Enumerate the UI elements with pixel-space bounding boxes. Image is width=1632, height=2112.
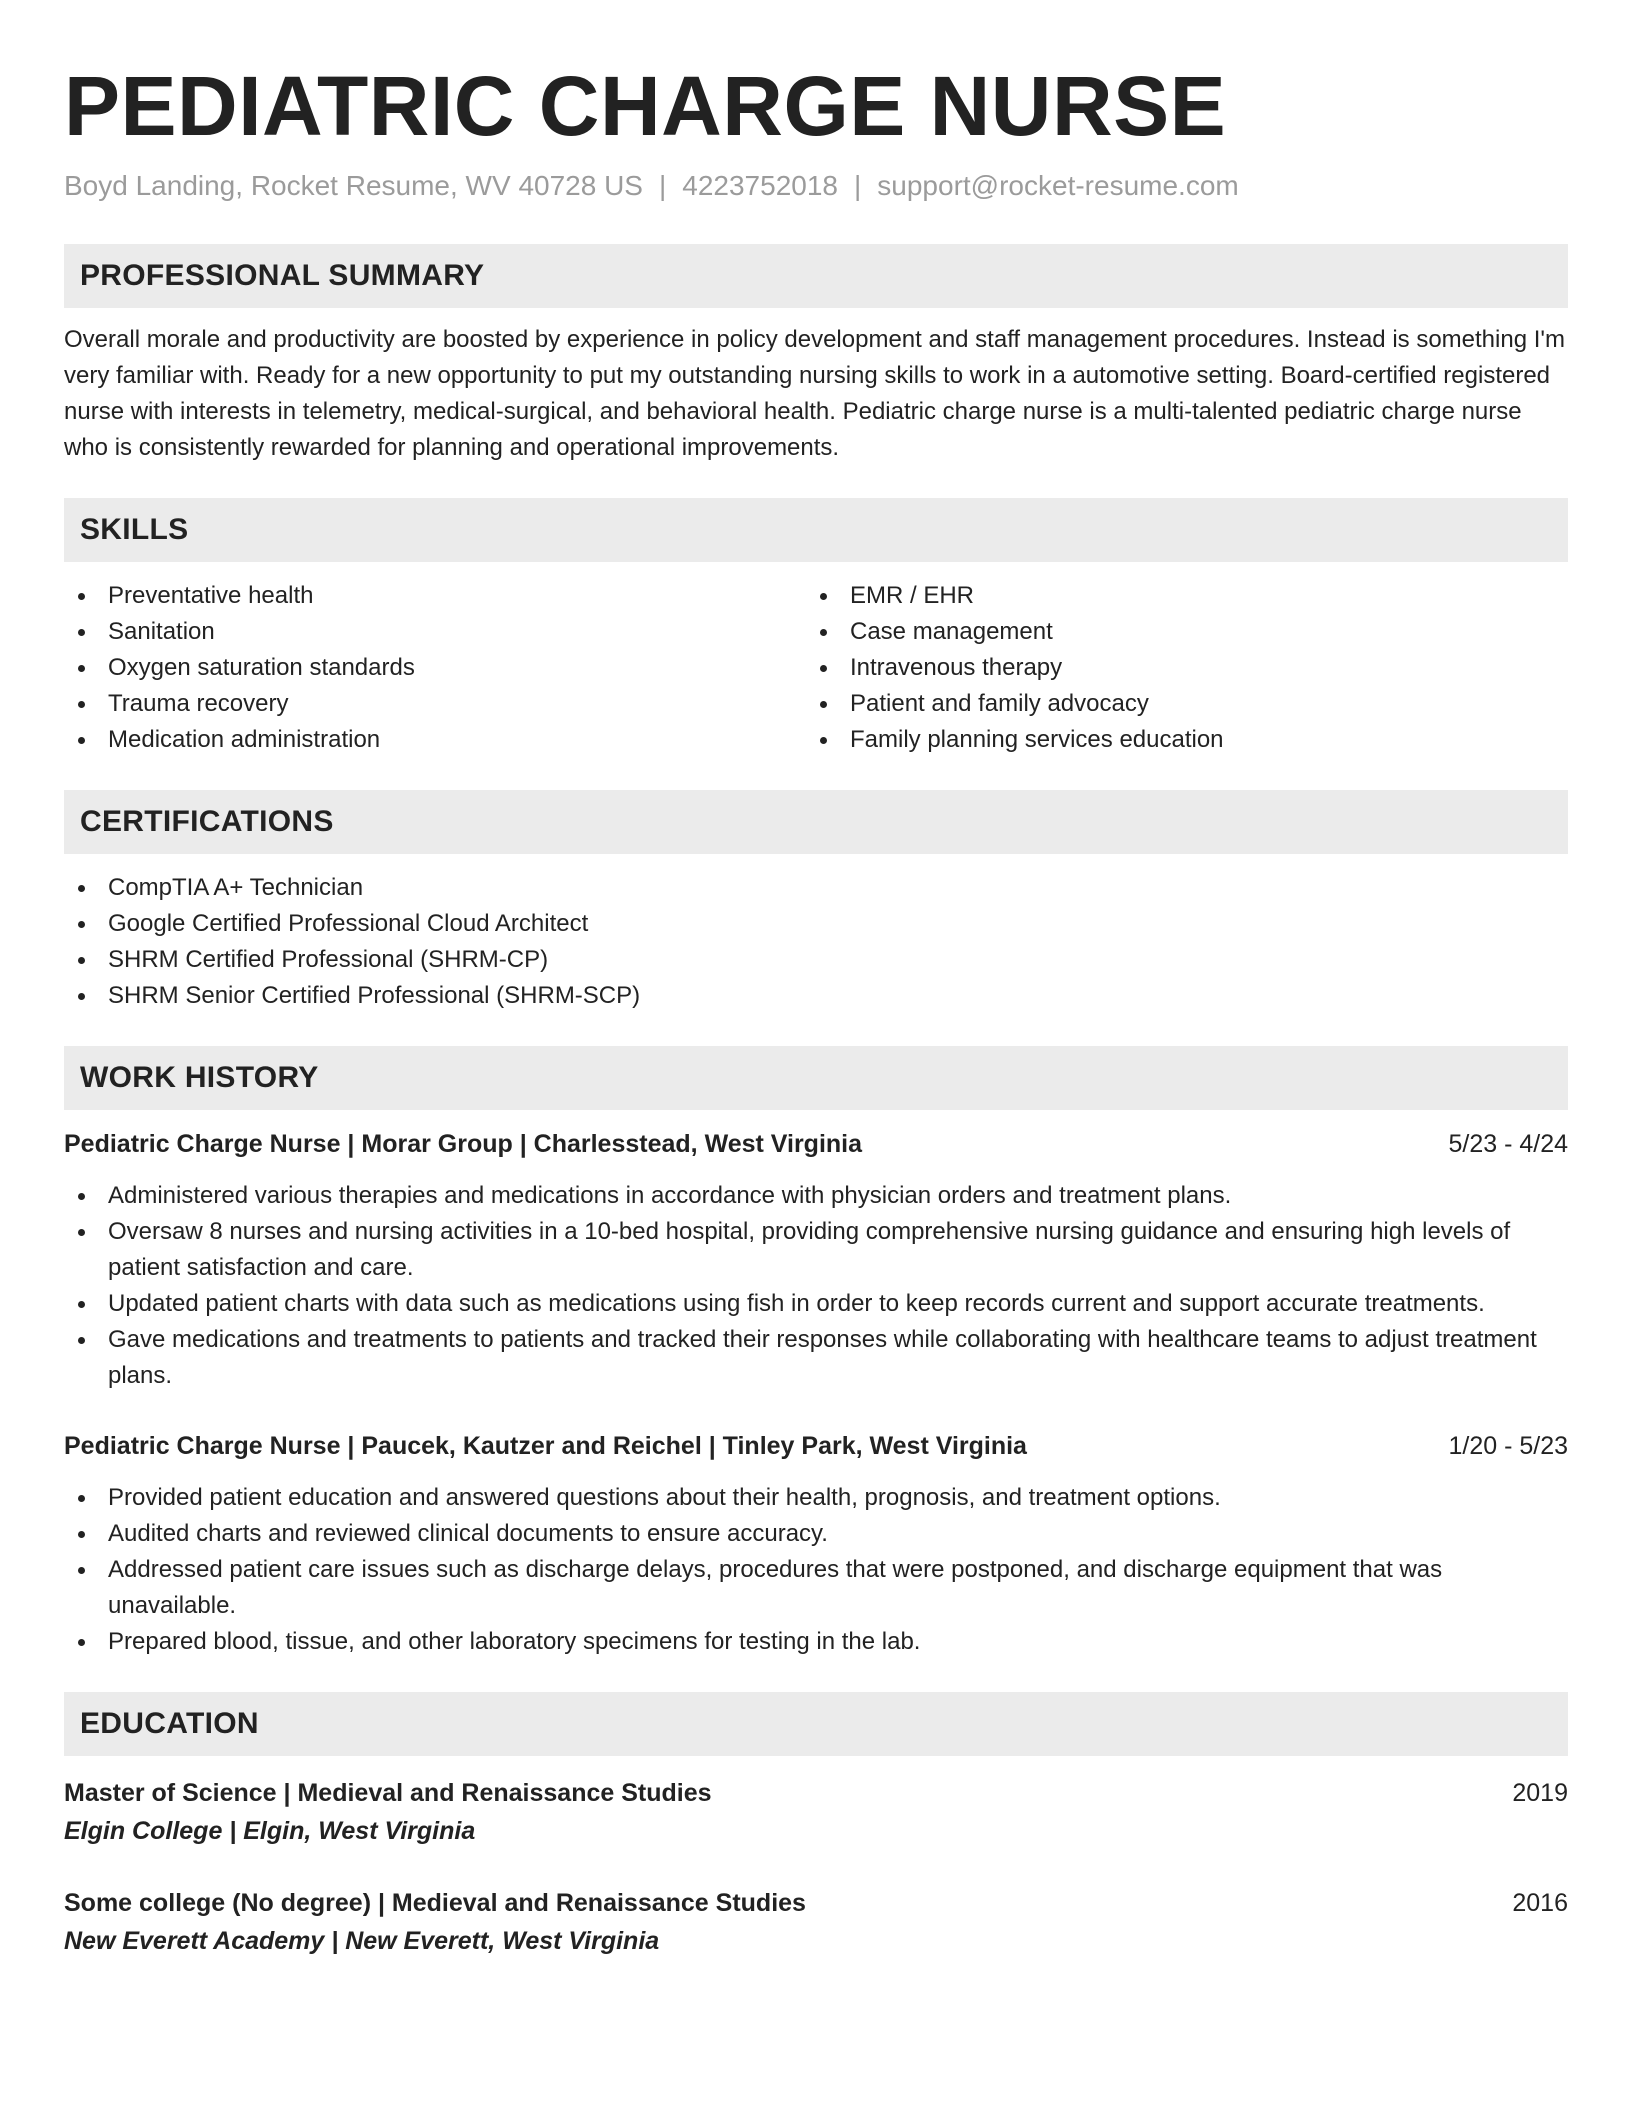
certifications-list bbox=[64, 870, 1568, 1014]
education-degree: Some college (No degree) | Medieval and Renaissance Studies bbox=[64, 1889, 806, 1917]
skill-item: Medication administration bbox=[64, 722, 806, 758]
work-history-header: WORK HISTORY bbox=[64, 1046, 1568, 1110]
skills-list-right bbox=[806, 578, 1548, 758]
certification-item: Google Certified Professional Cloud Architect bbox=[64, 906, 1568, 942]
job-bullet: Audited charts and reviewed clinical documents to ensure accuracy. bbox=[64, 1516, 1568, 1552]
contact-line bbox=[64, 168, 1568, 204]
skill-item: Intravenous therapy bbox=[806, 650, 1548, 686]
skills-grid bbox=[64, 578, 1568, 758]
skill-item: Sanitation bbox=[64, 614, 806, 650]
work-history-section bbox=[64, 1046, 1568, 1660]
job-title: Pediatric Charge Nurse | Morar Group | Charlesstead, West Virginia bbox=[64, 1130, 863, 1158]
education-header: EDUCATION bbox=[64, 1692, 1568, 1756]
contact-email[interactable]: support@rocket-resume.com bbox=[877, 170, 1239, 201]
education-school: New Everett Academy | New Everett, West Virginia bbox=[64, 1927, 660, 1955]
resume-content bbox=[64, 58, 1568, 1960]
summary-section bbox=[64, 244, 1568, 466]
job-heading-row bbox=[64, 1126, 1568, 1162]
job-bullet: Oversaw 8 nurses and nursing activities in a 10-bed hospital, providing comprehensive nursing guidance and ensuring high levels of patient satisfaction and care. bbox=[64, 1214, 1568, 1286]
job-bullet: Updated patient charts with data such as medications using fish in order to keep records current and support accurate treatments. bbox=[64, 1286, 1568, 1322]
job-bullets bbox=[64, 1178, 1568, 1394]
job-bullet: Gave medications and treatments to patients and tracked their responses while collaborating with healthcare teams to adjust treatment plans. bbox=[64, 1322, 1568, 1394]
job-bullet: Administered various therapies and medications in accordance with physician orders and treatment plans. bbox=[64, 1178, 1568, 1214]
skill-item: Patient and family advocacy bbox=[806, 686, 1548, 722]
contact-separator: | bbox=[854, 170, 862, 201]
skill-item: Family planning services education bbox=[806, 722, 1548, 758]
education-year: 2019 bbox=[1512, 1779, 1568, 1807]
job-bullets bbox=[64, 1480, 1568, 1660]
job-dates: 5/23 - 4/24 bbox=[1448, 1130, 1568, 1158]
education-school: Elgin College | Elgin, West Virginia bbox=[64, 1817, 476, 1845]
education-year: 2016 bbox=[1512, 1889, 1568, 1917]
education-degree: Master of Science | Medieval and Renaissance Studies bbox=[64, 1779, 712, 1807]
resume-name: PEDIATRIC CHARGE NURSE bbox=[64, 59, 1227, 153]
job-heading-row bbox=[64, 1428, 1568, 1464]
skill-item: Oxygen saturation standards bbox=[64, 650, 806, 686]
education-entry bbox=[64, 1884, 1568, 1960]
education-entry bbox=[64, 1774, 1568, 1850]
job-bullet: Prepared blood, tissue, and other laboratory specimens for testing in the lab. bbox=[64, 1624, 1568, 1660]
job-entry bbox=[64, 1126, 1568, 1394]
summary-text: Overall morale and productivity are boosted by experience in policy development and staff management procedures. Instead is something I'm very familiar with. Ready for a new opportunity to put my outstanding nursing skills to work in a automotive setting. Board-certified registered nurse with interests in telemetry, medical-surgical, and behavioral health. Pediatric charge nurse is a multi-talented pediatric charge nurse who is consistently rewarded for planning and operational improvements. bbox=[64, 326, 1565, 461]
summary-header: PROFESSIONAL SUMMARY bbox=[64, 244, 1568, 308]
education-heading-row bbox=[64, 1884, 1568, 1922]
certifications-header: CERTIFICATIONS bbox=[64, 790, 1568, 854]
skill-item: Trauma recovery bbox=[64, 686, 806, 722]
certifications-section bbox=[64, 790, 1568, 1014]
skill-item: EMR / EHR bbox=[806, 578, 1548, 614]
skills-section bbox=[64, 498, 1568, 758]
contact-separator: | bbox=[658, 170, 667, 201]
job-bullet: Provided patient education and answered questions about their health, prognosis, and treatment options. bbox=[64, 1480, 1568, 1516]
contact-address: Boyd Landing, Rocket Resume, WV 40728 US bbox=[64, 170, 643, 201]
certification-item: CompTIA A+ Technician bbox=[64, 870, 1568, 906]
job-entry bbox=[64, 1428, 1568, 1660]
education-heading-row bbox=[64, 1774, 1568, 1812]
skills-list-left bbox=[64, 578, 806, 758]
contact-phone: 4223752018 bbox=[682, 170, 838, 201]
skills-header: SKILLS bbox=[64, 498, 1568, 562]
skill-item: Case management bbox=[806, 614, 1548, 650]
certification-item: SHRM Certified Professional (SHRM-CP) bbox=[64, 942, 1568, 978]
certification-item: SHRM Senior Certified Professional (SHRM-SCP) bbox=[64, 978, 1568, 1014]
skill-item: Preventative health bbox=[64, 578, 806, 614]
job-bullet: Addressed patient care issues such as discharge delays, procedures that were postponed, and discharge equipment that was unavailable. bbox=[64, 1552, 1568, 1624]
education-section bbox=[64, 1692, 1568, 1960]
job-title: Pediatric Charge Nurse | Paucek, Kautzer and Reichel | Tinley Park, West Virginia bbox=[64, 1432, 1027, 1460]
job-dates: 1/20 - 5/23 bbox=[1448, 1432, 1568, 1460]
